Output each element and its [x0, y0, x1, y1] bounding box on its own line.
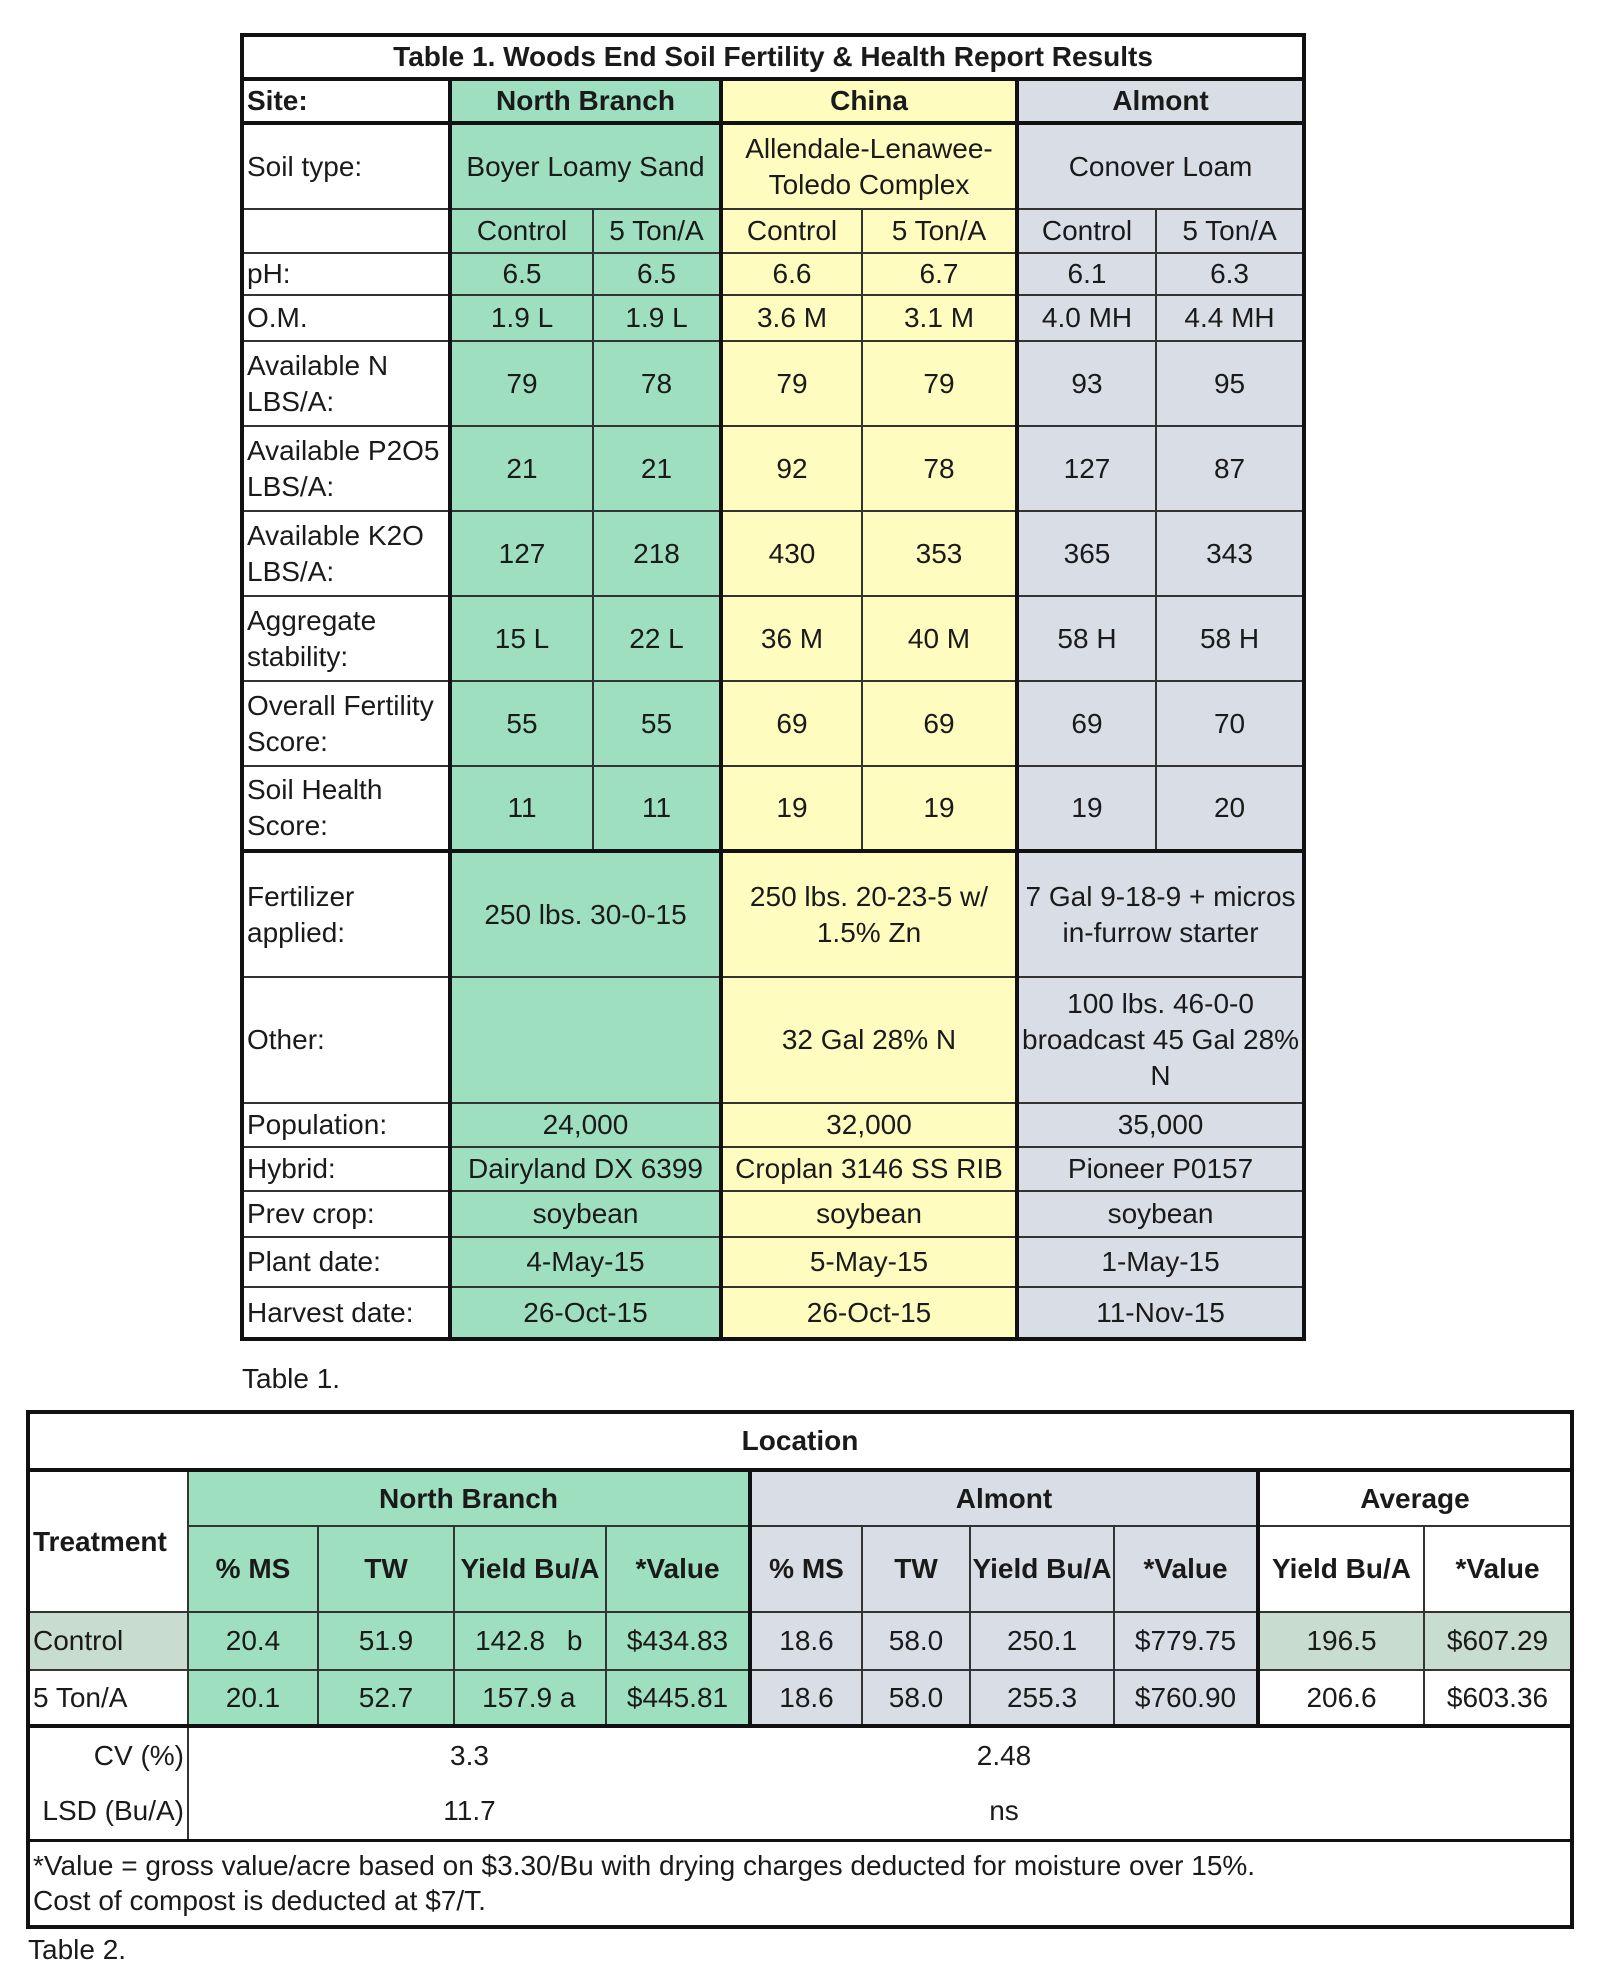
population-china: 32,000 [721, 1103, 1017, 1147]
col-header: TW [862, 1526, 970, 1612]
yield-value: 142.8 [475, 1625, 546, 1657]
cell: 6.5 [450, 253, 593, 295]
cell: 1.9 L [450, 295, 593, 341]
col-header: TW [318, 1526, 454, 1612]
cell: 19 [721, 766, 862, 851]
cell: 4.4 MH [1156, 295, 1304, 341]
prev-crop-north-branch: soybean [450, 1191, 721, 1237]
plant-date-china: 5-May-15 [721, 1237, 1017, 1287]
cell: 79 [862, 341, 1017, 426]
row-label: Overall Fertility Score: [242, 681, 450, 766]
treatment-header: 5 Ton/A [1156, 209, 1304, 253]
harvest-date-china: 26-Oct-15 [721, 1287, 1017, 1339]
cell: 1.9 L [593, 295, 721, 341]
cell: 4.0 MH [1017, 295, 1156, 341]
treatment-header: Control [450, 209, 593, 253]
prev-crop-almont: soybean [1017, 1191, 1304, 1237]
cell: 55 [593, 681, 721, 766]
cell: 343 [1156, 511, 1304, 596]
cell: 19 [1017, 766, 1156, 851]
group-almont: Almont [750, 1470, 1258, 1526]
cell: 55 [450, 681, 593, 766]
population-almont: 35,000 [1017, 1103, 1304, 1147]
site-label: Site: [242, 79, 450, 123]
cell: 365 [1017, 511, 1156, 596]
col-header: *Value [606, 1526, 750, 1612]
plant-date-label: Plant date: [242, 1237, 450, 1287]
cell: 36 M [721, 596, 862, 681]
cell: 18.6 [750, 1670, 862, 1726]
harvest-date-north-branch: 26-Oct-15 [450, 1287, 721, 1339]
col-header: Yield Bu/A [970, 1526, 1114, 1612]
cell: 21 [593, 426, 721, 511]
population-label: Population: [242, 1103, 450, 1147]
row-label: Aggregate stability: [242, 596, 450, 681]
hybrid-north-branch: Dairyland DX 6399 [450, 1147, 721, 1191]
soil-type-almont: Conover Loam [1017, 123, 1304, 209]
cell: 78 [862, 426, 1017, 511]
cell: $760.90 [1114, 1670, 1258, 1726]
fertilizer-china: 250 lbs. 20-23-5 w/ 1.5% Zn [721, 851, 1017, 977]
lsd-north-branch: 11.7 [443, 1795, 496, 1827]
cell: $445.81 [606, 1670, 750, 1726]
lsd-almont: ns [989, 1795, 1019, 1827]
cell: 70 [1156, 681, 1304, 766]
row-label: O.M. [242, 295, 450, 341]
significance-letter: b [566, 1625, 583, 1657]
soil-type-china: Allendale-Lenawee-Toledo Complex [721, 123, 1017, 209]
cell: 78 [593, 341, 721, 426]
other-china: 32 Gal 28% N [721, 977, 1017, 1103]
col-header: % MS [188, 1526, 318, 1612]
cell: 6.1 [1017, 253, 1156, 295]
cell: 3.6 M [721, 295, 862, 341]
cell: 69 [862, 681, 1017, 766]
cell: 20.1 [188, 1670, 318, 1726]
yield-cell [454, 1612, 606, 1670]
cell: 22 L [593, 596, 721, 681]
cell: 11 [593, 766, 721, 851]
cell: 58.0 [862, 1670, 970, 1726]
other-north-branch [450, 977, 721, 1103]
yield-results-table [26, 1410, 1574, 1929]
cell: 79 [721, 341, 862, 426]
footnote-line1: *Value = gross value/acre based on $3.30/Bu with drying charges deducted for moisture over 15%. [33, 1849, 1256, 1881]
plant-date-almont: 1-May-15 [1017, 1237, 1304, 1287]
cell: $603.36 [1424, 1670, 1572, 1726]
row-label: Available P2O5 LBS/A: [242, 426, 450, 511]
fertilizer-label: Fertilizer applied: [242, 851, 450, 977]
row-label: Available K2O LBS/A: [242, 511, 450, 596]
cell: 218 [593, 511, 721, 596]
cv-almont: 2.48 [976, 1740, 1032, 1772]
cell: $607.29 [1424, 1612, 1572, 1670]
hybrid-almont: Pioneer P0157 [1017, 1147, 1304, 1191]
prev-crop-china: soybean [721, 1191, 1017, 1237]
col-header: *Value [1424, 1526, 1572, 1612]
cell: 58 H [1156, 596, 1304, 681]
cv-label: CV (%) [28, 1726, 188, 1784]
cell: 196.5 [1258, 1612, 1424, 1670]
cell: 52.7 [318, 1670, 454, 1726]
row-label: Soil Health Score: [242, 766, 450, 851]
treatment-header: Control [721, 209, 862, 253]
treatment-header: 5 Ton/A [862, 209, 1017, 253]
treatment-header: Treatment [28, 1470, 188, 1612]
cell: 92 [721, 426, 862, 511]
plant-date-north-branch: 4-May-15 [450, 1237, 721, 1287]
hybrid-label: Hybrid: [242, 1147, 450, 1191]
col-header: *Value [1114, 1526, 1258, 1612]
cell: 20 [1156, 766, 1304, 851]
cell: 51.9 [318, 1612, 454, 1670]
group-average: Average [1258, 1470, 1572, 1526]
cell: $779.75 [1114, 1612, 1258, 1670]
cell: 93 [1017, 341, 1156, 426]
other-label: Other: [242, 977, 450, 1103]
cell: 87 [1156, 426, 1304, 511]
soil-type-label: Soil type: [242, 123, 450, 209]
harvest-date-label: Harvest date: [242, 1287, 450, 1339]
cell: 6.6 [721, 253, 862, 295]
row-label: 5 Ton/A [28, 1670, 188, 1726]
cell: 58.0 [862, 1612, 970, 1670]
table1-title: Table 1. Woods End Soil Fertility & Health Report Results [242, 35, 1304, 79]
cell: 58 H [1017, 596, 1156, 681]
group-north-branch: North Branch [188, 1470, 750, 1526]
soil-fertility-table [240, 33, 1306, 1341]
population-north-branch: 24,000 [450, 1103, 721, 1147]
fertilizer-north-branch: 250 lbs. 30-0-15 [450, 851, 721, 977]
footnote-line2: Cost of compost is deducted at $7/T. [33, 1885, 486, 1917]
cell: 40 M [862, 596, 1017, 681]
cell: 6.5 [593, 253, 721, 295]
yield-value: 157.9 [482, 1681, 553, 1713]
col-header: Yield Bu/A [1258, 1526, 1424, 1612]
footnote [28, 1840, 1572, 1927]
treatment-header: 5 Ton/A [593, 209, 721, 253]
col-header: Yield Bu/A [454, 1526, 606, 1612]
col-header: % MS [750, 1526, 862, 1612]
fertilizer-almont: 7 Gal 9-18-9 + micros in-furrow starter [1017, 851, 1304, 977]
site-china: China [721, 79, 1017, 123]
cell: 79 [450, 341, 593, 426]
cell: 255.3 [970, 1670, 1114, 1726]
other-almont: 100 lbs. 46-0-0 broadcast 45 Gal 28% N [1017, 977, 1304, 1103]
cell: 6.3 [1156, 253, 1304, 295]
cv-average-empty [1258, 1726, 1572, 1784]
lsd-label: LSD (Bu/A) [28, 1784, 188, 1840]
cell: 69 [721, 681, 862, 766]
cell: 6.7 [862, 253, 1017, 295]
cell: 15 L [450, 596, 593, 681]
prev-crop-label: Prev crop: [242, 1191, 450, 1237]
treatment-header: Control [1017, 209, 1156, 253]
row-label: pH: [242, 253, 450, 295]
yield-cell [454, 1670, 606, 1726]
row-label: Available N LBS/A: [242, 341, 450, 426]
table1-caption: Table 1. [242, 1363, 341, 1394]
site-almont: Almont [1017, 79, 1304, 123]
hybrid-china: Croplan 3146 SS RIB [721, 1147, 1017, 1191]
cv-north-branch: 3.3 [450, 1740, 489, 1772]
cell: $434.83 [606, 1612, 750, 1670]
cell: 19 [862, 766, 1017, 851]
treatment-label-empty [242, 209, 450, 253]
location-header: Location [28, 1412, 1572, 1470]
cell: 21 [450, 426, 593, 511]
cell: 3.1 M [862, 295, 1017, 341]
site-north-branch: North Branch [450, 79, 721, 123]
cell: 206.6 [1258, 1670, 1424, 1726]
cell: 20.4 [188, 1612, 318, 1670]
cell: 127 [1017, 426, 1156, 511]
cell: 430 [721, 511, 862, 596]
cell: 127 [450, 511, 593, 596]
cell: 11 [450, 766, 593, 851]
significance-letter: a [559, 1681, 576, 1713]
soil-type-north-branch: Boyer Loamy Sand [450, 123, 721, 209]
row-label: Control [28, 1612, 188, 1670]
cell: 250.1 [970, 1612, 1114, 1670]
table2-caption: Table 2. [28, 1934, 127, 1965]
cell: 69 [1017, 681, 1156, 766]
lsd-average-empty [1258, 1784, 1572, 1840]
cell: 95 [1156, 341, 1304, 426]
harvest-date-almont: 11-Nov-15 [1017, 1287, 1304, 1339]
cell: 18.6 [750, 1612, 862, 1670]
cell: 353 [862, 511, 1017, 596]
